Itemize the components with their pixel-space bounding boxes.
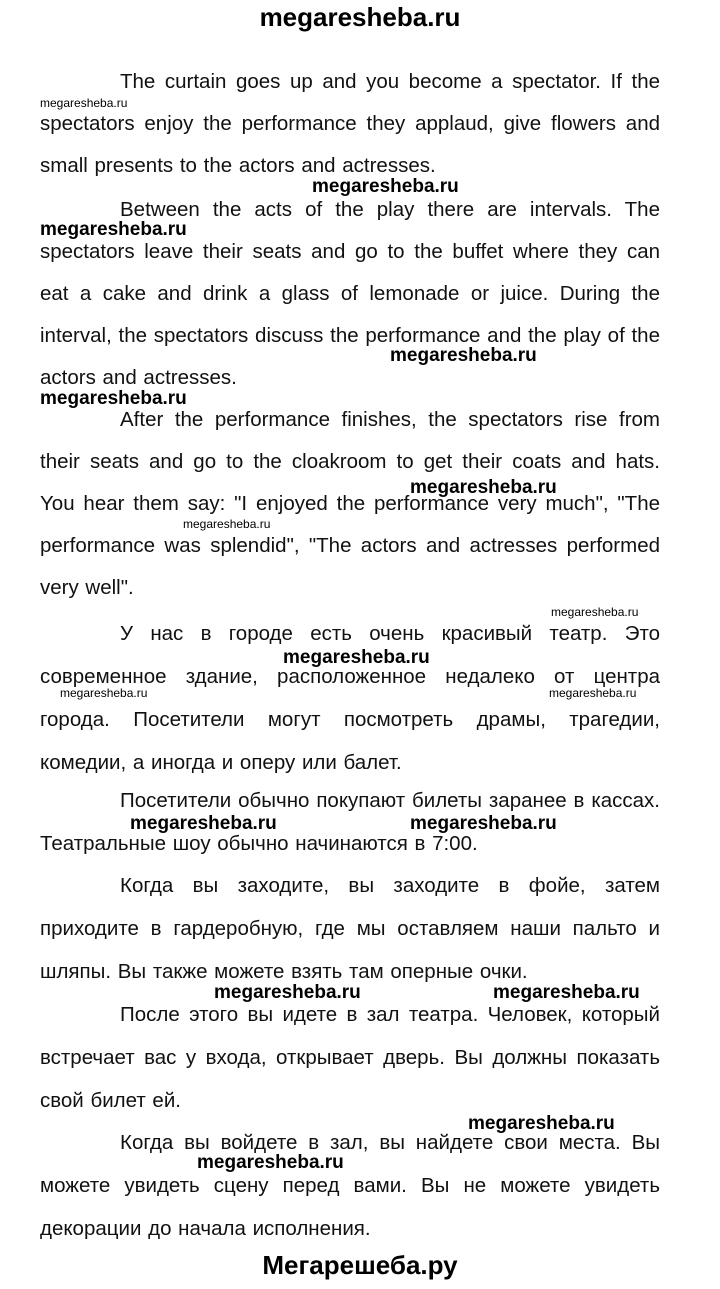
watermark: megaresheba.ru <box>183 517 271 531</box>
watermark: megaresheba.ru <box>40 96 128 110</box>
watermark: megaresheba.ru <box>130 813 277 834</box>
watermark: megaresheba.ru <box>40 388 187 409</box>
paragraph-theatre: У нас в городе есть очень красивый театр. Это современное здание, расположенное недалеко от центра города. Посетители могут посмотреть драмы, трагедии, комедии, а иногда и оперу или балет. <box>40 622 660 774</box>
watermark: megaresheba.ru <box>468 1113 615 1134</box>
watermark: megaresheba.ru <box>551 605 639 619</box>
watermark: megaresheba.ru <box>197 1152 344 1173</box>
site-footer: Мегарешеба.ру <box>262 1250 458 1280</box>
watermark: megaresheba.ru <box>312 176 459 197</box>
watermark: megaresheba.ru <box>283 647 430 668</box>
watermark: megaresheba.ru <box>40 219 187 240</box>
watermark: megaresheba.ru <box>214 982 361 1003</box>
watermark: megaresheba.ru <box>60 686 148 700</box>
watermark: megaresheba.ru <box>493 982 640 1003</box>
paragraph-intervals: Between the acts of the play there are intervals. The spectators leave their seats and go to the buffet where they can eat a cake and drink a glass of lemonade or juice. During the interval, the spectators discuss the performance and the play of the actors and actresses. <box>40 198 660 389</box>
watermark: megaresheba.ru <box>410 477 557 498</box>
paragraph-foyer: Когда вы заходите, вы заходите в фойе, затем приходите в гардеробную, где мы оставляем наши пальто и шляпы. Вы также можете взять там оперные очки. <box>40 874 660 983</box>
paragraph-after-performance: After the performance finishes, the spectators rise from their seats and go to the cloakroom to get their coats and hats. You hear them say: "I enjoyed the performance very much", "The performance was splendid", "The actors and actresses performed very well". <box>40 408 660 599</box>
watermark: megaresheba.ru <box>390 345 537 366</box>
watermark: megaresheba.ru <box>549 686 637 700</box>
site-header: megaresheba.ru <box>259 2 461 32</box>
paragraph-hall: После этого вы идете в зал театра. Человек, который встречает вас у входа, открывает дверь. Вы должны показать свой билет ей. <box>40 1003 660 1112</box>
paragraph-curtain: The curtain goes up and you become a spectator. If the spectators enjoy the performance they applaud, give flowers and small presents to the actors and actresses. <box>40 70 660 177</box>
paragraph-tickets: Посетители обычно покупают билеты заранее в кассах. Театральные шоу обычно начинаются в 7:00. <box>40 789 660 855</box>
watermark: megaresheba.ru <box>410 813 557 834</box>
paragraph-seats: Когда вы войдете в зал, вы найдете свои места. Вы можете увидеть сцену перед вами. Вы не можете увидеть декорации до начала исполнения. <box>40 1131 660 1240</box>
